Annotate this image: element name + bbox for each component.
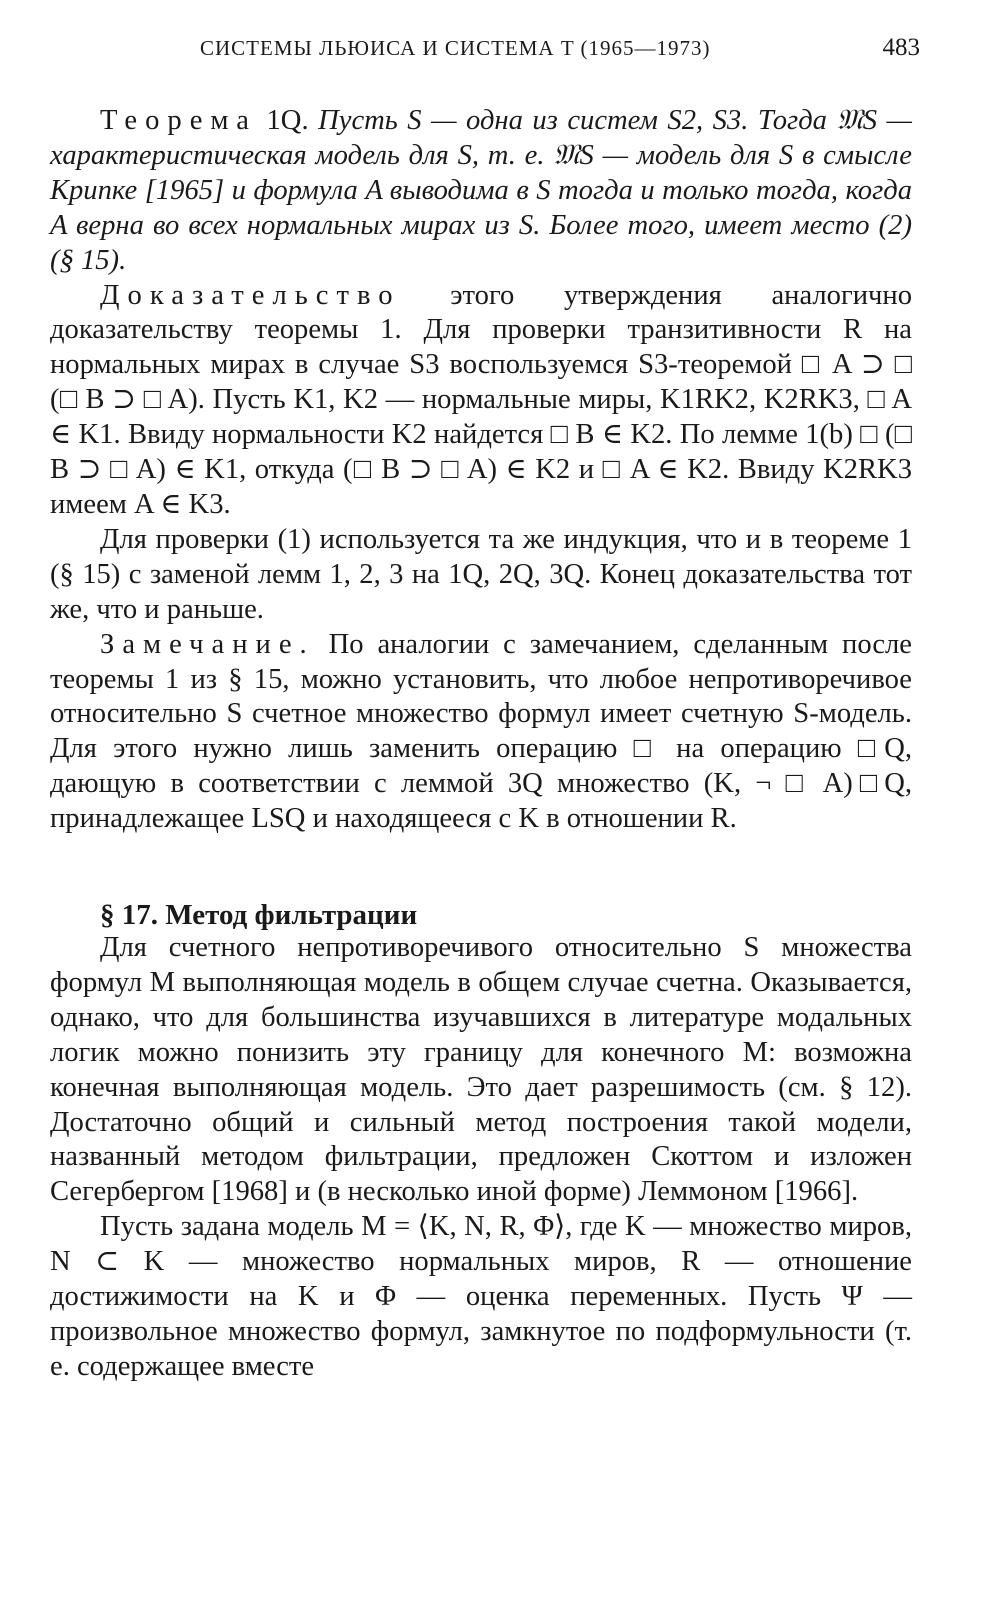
section-heading: § 17. Метод фильтрации	[100, 899, 418, 932]
page-header	[50, 32, 920, 72]
remark-label: Замечание.	[100, 628, 315, 660]
running-title: СИСТЕМЫ ЛЬЮИСА И СИСТЕМА T (1965—1973)	[200, 36, 711, 60]
theorem-text: Пусть S — одна из систем S2, S3. Тогда 𝔐S — характеристическая модель для S, т. е. 𝔐S — модель для S в смысле Крипке [1965] и формула A выводима в S тогда и только тогда, когда A верна во всех нормальных мирах из S. Более того, имеет место (2) (§ 15).	[50, 105, 912, 276]
theorem-number: 1Q.	[266, 105, 309, 136]
remark-paragraph	[50, 628, 912, 837]
section-paragraph-1: Для счетного непротиворечивого относительно S множества формул M выполняющая модель в общем случае счетна. Оказывается, однако, что для большинства изучавшихся в литературе модальных логик можно понизить эту границу для конечного M: возможна конечная выполняющая модель. Это дает разрешимость (см. § 12). Достаточно общий и сильный метод построения такой модели, названный методом фильтрации, предложен Скоттом и изложен Сегербергом [1968] и (в несколько иной форме) Леммоном [1966].	[50, 932, 912, 1208]
proof-text: этого утверждения аналогично доказательству теоремы 1. Для проверки транзитивности R на нормальных мирах в случае S3 воспользуемся S3-теоремой □ A ⊃ □ (□ B ⊃ □ A). Пусть K1, K2 — нормальные миры, K1RK2, K2RK3, □ A ∈ K1. Ввиду нормальности K2 найдется □ B ∈ K2. По лемме 1(b) □ (□ B ⊃ □ A) ∈ K1, откуда (□ B ⊃ □ A) ∈ K2 и □ A ∈ K2. Ввиду K2RK3 имеем A ∈ K3.	[50, 279, 912, 520]
remark-text: По аналогии с замечанием, сделанным после теоремы 1 из § 15, можно установить, что любое непротиворечивое относительно S счетное множество формул имеет счетную S-модель. Для этого нужно лишь заменить операцию □ на операцию □Q, дающую в соответствии с леммой 3Q множество (K, ¬ □ A)□Q, принадлежащее LSQ и находящееся с K в отношении R.	[50, 628, 912, 835]
page-body	[50, 104, 912, 1385]
proof-paragraph	[50, 279, 912, 523]
section-paragraph-2: Пусть задана модель M = ⟨K, N, R, Φ⟩, где K — множество миров, N ⊂ K — множество нормальных миров, R — отношение достижимости на K и Φ — оценка переменных. Пусть Ψ — произвольное множество формул, замкнутое по подформульности (т. е. содержащее вместе	[50, 1211, 912, 1382]
page-number: 483	[882, 34, 920, 61]
theorem-paragraph	[50, 104, 912, 279]
check-paragraph: Для проверки (1) используется та же индукция, что и в теореме 1 (§ 15) с заменой лемм 1, 2, 3 на 1Q, 2Q, 3Q. Конец доказательства тот же, что и раньше.	[50, 523, 912, 625]
theorem-label: Теорема	[100, 105, 257, 136]
proof-label: Доказательство	[100, 279, 401, 311]
